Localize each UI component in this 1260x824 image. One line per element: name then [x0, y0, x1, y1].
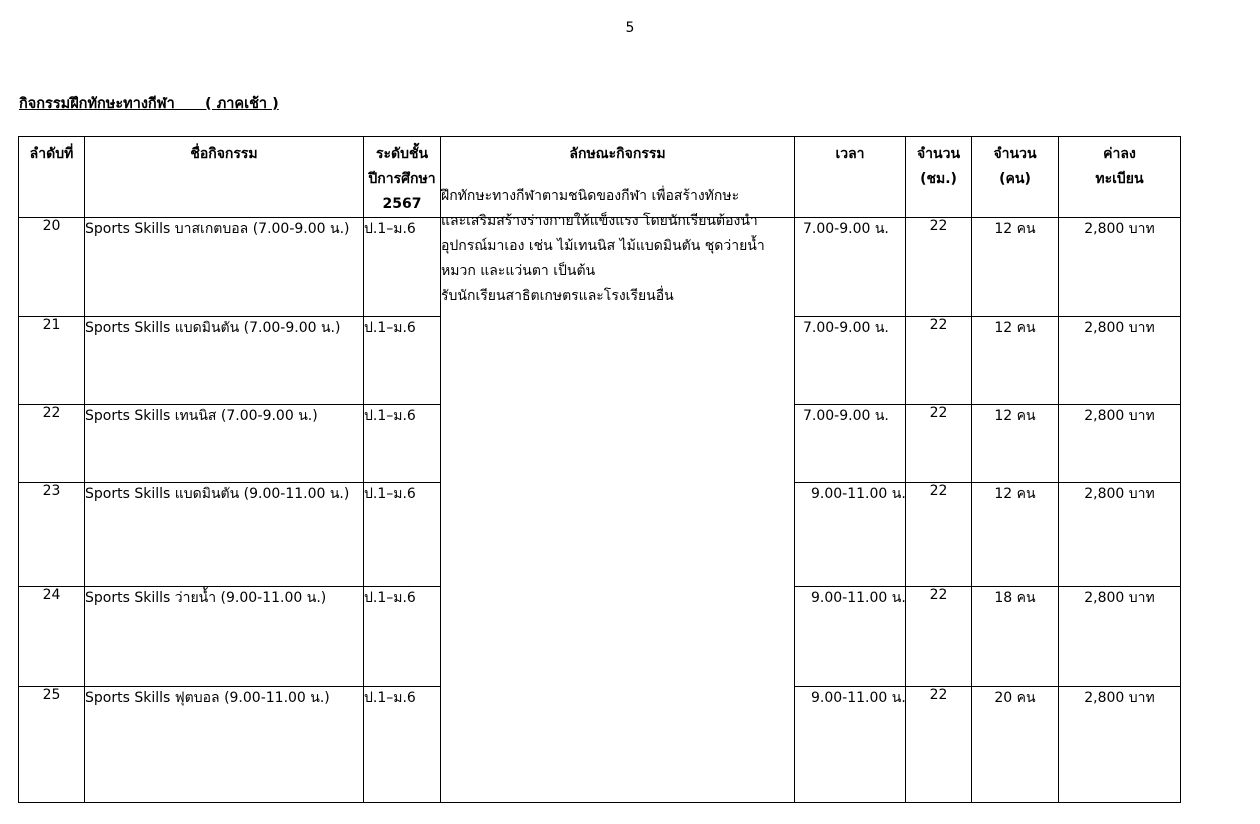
row-fee: 2,800 บาท [1059, 317, 1181, 405]
row-time: 7.00-9.00 น. [795, 218, 906, 317]
header-no: ลำดับที่ [19, 137, 85, 218]
row-no: 22 [19, 405, 85, 483]
row-people: 18 คน [972, 587, 1059, 687]
description-line: หมวก และแว่นตา เป็นต้น [441, 263, 596, 279]
row-fee: 2,800 บาท [1059, 218, 1181, 317]
row-activity-name: Sports Skills เทนนิส (7.00-9.00 น.) [85, 405, 364, 483]
header-time: เวลา [795, 137, 906, 218]
description-line: อุปกรณ์มาเอง เช่น ไม้เทนนิส ไม้แบดมินตัน ชุดว่ายน้ำ [441, 238, 765, 254]
row-no: 21 [19, 317, 85, 405]
page-number: 5 [625, 20, 635, 36]
row-people: 12 คน [972, 317, 1059, 405]
section-title: กิจกรรมฝึกทักษะทางกีฬา ( ภาคเช้า ) [19, 96, 279, 112]
header-description: ลักษณะกิจกรรม [441, 137, 795, 218]
header-hours-line1: จำนวน [916, 146, 961, 162]
row-activity-name: Sports Skills แบดมินตัน (7.00-9.00 น.) [85, 317, 364, 405]
row-fee: 2,800 บาท [1059, 483, 1181, 587]
row-fee: 2,800 บาท [1059, 587, 1181, 687]
row-no: 25 [19, 687, 85, 803]
row-hours: 22 [906, 317, 972, 405]
header-people-line2: (คน) [999, 171, 1031, 187]
header-fee-line1: ค่าลง [1103, 146, 1136, 162]
header-people [972, 137, 1059, 218]
row-no: 23 [19, 483, 85, 587]
row-activity-name: Sports Skills ฟุตบอล (9.00-11.00 น.) [85, 687, 364, 803]
header-level [364, 137, 441, 218]
row-level: ป.1–ม.6 [364, 218, 441, 317]
activities-table [18, 136, 1181, 803]
row-level: ป.1–ม.6 [364, 317, 441, 405]
row-time: 9.00-11.00 น. [795, 687, 906, 803]
header-level-line3: 2567 [382, 196, 422, 212]
row-time: 9.00-11.00 น. [795, 483, 906, 587]
description-line: ฝึกทักษะทางกีฬาตามชนิดของกีฬา เพื่อสร้างทักษะ [441, 188, 740, 204]
header-hours [906, 137, 972, 218]
row-activity-name: Sports Skills ว่ายน้ำ (9.00-11.00 น.) [85, 587, 364, 687]
row-fee: 2,800 บาท [1059, 405, 1181, 483]
row-hours: 22 [906, 218, 972, 317]
row-people: 20 คน [972, 687, 1059, 803]
row-hours: 22 [906, 405, 972, 483]
row-time: 7.00-9.00 น. [795, 405, 906, 483]
header-name: ชื่อกิจกรรม [85, 137, 364, 218]
header-level-line2: ปีการศึกษา [368, 171, 436, 187]
description-line: และเสริมสร้างร่างกายให้แข็งแรง โดยนักเรียนต้องนำ [441, 213, 758, 229]
row-time: 9.00-11.00 น. [795, 587, 906, 687]
row-people: 12 คน [972, 405, 1059, 483]
header-fee [1059, 137, 1181, 218]
activity-description [441, 188, 795, 803]
row-hours: 22 [906, 483, 972, 587]
row-fee: 2,800 บาท [1059, 687, 1181, 803]
row-level: ป.1–ม.6 [364, 483, 441, 587]
header-fee-line2: ทะเบียน [1095, 171, 1144, 187]
table-row [19, 218, 1181, 317]
description-line: รับนักเรียนสาธิตเกษตรและโรงเรียนอื่น [441, 288, 674, 304]
row-time: 7.00-9.00 น. [795, 317, 906, 405]
row-people: 12 คน [972, 218, 1059, 317]
row-hours: 22 [906, 587, 972, 687]
header-level-line1: ระดับชั้น [375, 146, 429, 162]
row-no: 24 [19, 587, 85, 687]
row-activity-name: Sports Skills แบดมินตัน (9.00-11.00 น.) [85, 483, 364, 587]
row-level: ป.1–ม.6 [364, 405, 441, 483]
row-level: ป.1–ม.6 [364, 587, 441, 687]
header-people-line1: จำนวน [993, 146, 1037, 162]
header-hours-line2: (ชม.) [920, 171, 957, 187]
row-no: 20 [19, 218, 85, 317]
row-people: 12 คน [972, 483, 1059, 587]
row-activity-name: Sports Skills บาสเกตบอล (7.00-9.00 น.) [85, 218, 364, 317]
row-hours: 22 [906, 687, 972, 803]
row-level: ป.1–ม.6 [364, 687, 441, 803]
